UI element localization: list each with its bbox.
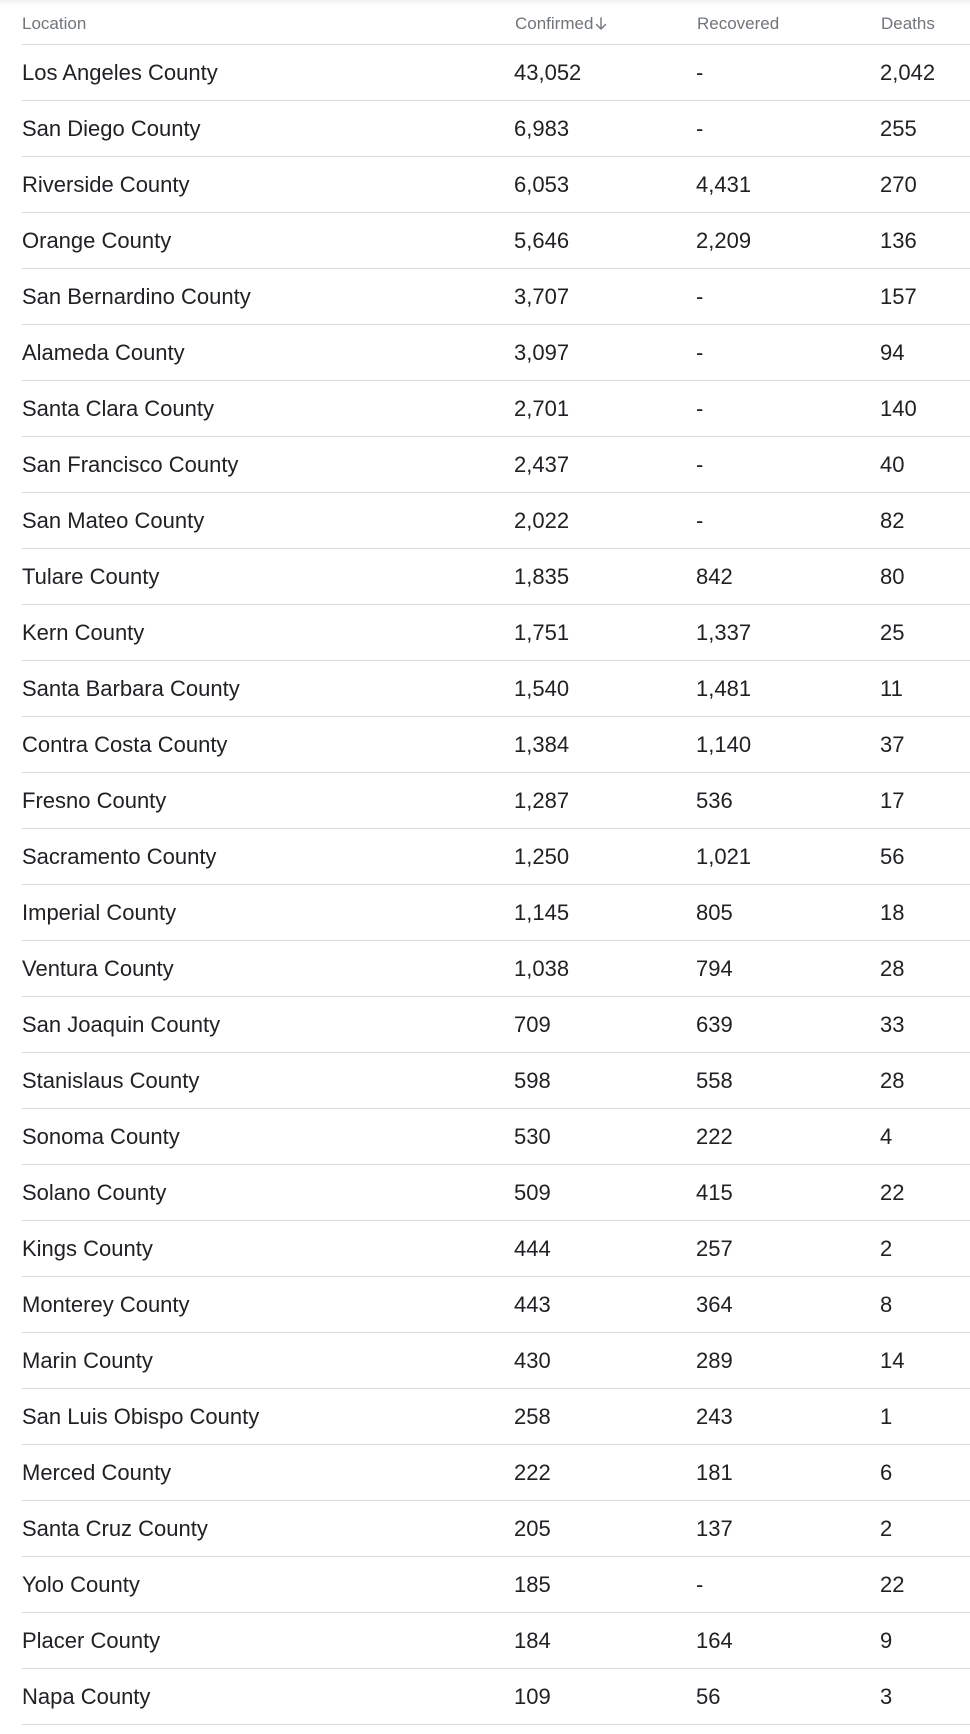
recovered-cell: - [696,59,704,85]
location-cell: Kern County [22,619,145,645]
table-row[interactable] [22,1165,970,1221]
location-cell: Santa Cruz County [22,1515,208,1541]
recovered-cell: - [696,451,704,477]
deaths-cell: 28 [880,955,905,981]
deaths-cell: 18 [880,899,905,925]
confirmed-cell: 1,384 [514,731,570,757]
table-row[interactable] [22,605,970,661]
table-header-row [22,0,970,45]
confirmed-cell: 222 [514,1459,551,1485]
table-row[interactable] [22,101,970,157]
confirmed-cell: 2,022 [514,507,570,533]
confirmed-header-label: Confirmed [515,14,594,33]
location-cell: Napa County [22,1683,151,1709]
table-row[interactable] [22,437,970,493]
confirmed-cell: 3,707 [514,283,570,309]
table-row[interactable] [22,1221,970,1277]
confirmed-cell: 509 [514,1179,551,1205]
table-row[interactable] [22,941,970,997]
recovered-cell: 558 [696,1067,733,1093]
table-row[interactable] [22,661,970,717]
recovered-cell: 1,021 [696,843,752,869]
deaths-cell: 136 [880,227,917,253]
confirmed-column-header[interactable] [515,0,607,46]
confirmed-cell: 109 [514,1683,551,1709]
table-row[interactable] [22,549,970,605]
confirmed-cell: 1,287 [514,787,570,813]
confirmed-cell: 2,701 [514,395,570,421]
recovered-cell: 289 [696,1347,733,1373]
recovered-cell: 794 [696,955,733,981]
confirmed-cell: 258 [514,1403,551,1429]
recovered-cell: 842 [696,563,733,589]
confirmed-cell: 185 [514,1571,551,1597]
table-row[interactable] [22,325,970,381]
recovered-cell: 137 [696,1515,733,1541]
deaths-cell: 22 [880,1179,905,1205]
table-row[interactable] [22,213,970,269]
location-cell: Marin County [22,1347,153,1373]
deaths-cell: 14 [880,1347,905,1373]
location-cell: Monterey County [22,1291,190,1317]
deaths-cell: 2 [880,1235,893,1261]
confirmed-cell: 1,751 [514,619,570,645]
confirmed-cell: 444 [514,1235,551,1261]
location-cell: Sonoma County [22,1123,180,1149]
recovered-cell: 639 [696,1011,733,1037]
recovered-cell: 805 [696,899,733,925]
table-row[interactable] [22,381,970,437]
location-cell: Orange County [22,227,172,253]
recovered-cell: 243 [696,1403,733,1429]
deaths-cell: 9 [880,1627,893,1653]
deaths-cell: 3 [880,1683,893,1709]
recovered-cell: 2,209 [696,227,752,253]
confirmed-cell: 709 [514,1011,551,1037]
table-body [22,45,970,1725]
deaths-cell: 33 [880,1011,905,1037]
deaths-cell: 40 [880,451,905,477]
confirmed-cell: 430 [514,1347,551,1373]
location-cell: Stanislaus County [22,1067,200,1093]
location-cell: San Diego County [22,115,201,141]
recovered-cell: 4,431 [696,171,752,197]
recovered-cell: - [696,395,704,421]
location-cell: Yolo County [22,1571,140,1597]
table-row[interactable] [22,885,970,941]
deaths-cell: 28 [880,1067,905,1093]
deaths-cell: 56 [880,843,905,869]
deaths-cell: 2,042 [880,59,936,85]
location-cell: Kings County [22,1235,153,1261]
location-cell: Placer County [22,1627,161,1653]
arrow-down-icon [595,17,607,31]
location-cell: Los Angeles County [22,59,218,85]
table-row[interactable] [22,1053,970,1109]
confirmed-cell: 43,052 [514,59,582,85]
deaths-cell: 82 [880,507,905,533]
confirmed-cell: 1,250 [514,843,570,869]
location-cell: San Joaquin County [22,1011,221,1037]
deaths-cell: 2 [880,1515,893,1541]
location-cell: Solano County [22,1179,167,1205]
deaths-cell: 22 [880,1571,905,1597]
table-row[interactable] [22,1501,970,1557]
location-header-label: Location [22,14,87,33]
deaths-cell: 17 [880,787,905,813]
confirmed-cell: 598 [514,1067,551,1093]
county-cases-table [22,0,970,1725]
recovered-cell: 1,481 [696,675,752,701]
location-cell: Santa Clara County [22,395,214,421]
location-column-header[interactable] [22,0,86,46]
deaths-cell: 37 [880,731,905,757]
recovered-cell: - [696,339,704,365]
table-row[interactable] [22,1445,970,1501]
confirmed-cell: 1,835 [514,563,570,589]
location-cell: Ventura County [22,955,174,981]
table-row[interactable] [22,997,970,1053]
deaths-cell: 157 [880,283,917,309]
deaths-cell: 11 [880,675,903,701]
table-row[interactable] [22,1277,970,1333]
recovered-cell: 415 [696,1179,733,1205]
table-row[interactable] [22,1613,970,1669]
recovered-cell: 257 [696,1235,733,1261]
location-cell: Tulare County [22,563,160,589]
recovered-cell: - [696,507,704,533]
confirmed-cell: 1,145 [514,899,570,925]
deaths-cell: 94 [880,339,905,365]
location-cell: Imperial County [22,899,177,925]
recovered-cell: 222 [696,1123,733,1149]
confirmed-cell: 443 [514,1291,551,1317]
confirmed-cell: 184 [514,1627,551,1653]
deaths-cell: 255 [880,115,917,141]
location-cell: San Francisco County [22,451,239,477]
table-row[interactable] [22,829,970,885]
recovered-cell: - [696,1571,704,1597]
deaths-header-label: Deaths [881,14,935,33]
deaths-cell: 8 [880,1291,893,1317]
recovered-cell: 181 [696,1459,733,1485]
deaths-cell: 80 [880,563,905,589]
confirmed-cell: 2,437 [514,451,570,477]
table-row[interactable] [22,157,970,213]
location-cell: Contra Costa County [22,731,228,757]
recovered-cell: 364 [696,1291,733,1317]
recovered-cell: - [696,115,704,141]
location-cell: Fresno County [22,787,167,813]
confirmed-cell: 1,540 [514,675,570,701]
table-row[interactable] [22,773,970,829]
confirmed-cell: 3,097 [514,339,570,365]
deaths-cell: 270 [880,171,917,197]
confirmed-cell: 6,983 [514,115,570,141]
table-row[interactable] [22,1669,970,1725]
location-cell: Merced County [22,1459,172,1485]
deaths-cell: 6 [880,1459,893,1485]
table-row[interactable] [22,45,970,101]
location-cell: San Bernardino County [22,283,251,309]
deaths-cell: 4 [880,1123,893,1149]
recovered-cell: 536 [696,787,733,813]
table-row[interactable] [22,717,970,773]
deaths-cell: 25 [880,619,905,645]
recovered-column-header[interactable] [697,0,779,46]
table-row[interactable] [22,1389,970,1445]
confirmed-cell: 6,053 [514,171,570,197]
recovered-cell: 56 [696,1683,721,1709]
confirmed-cell: 530 [514,1123,551,1149]
recovered-cell: 1,140 [696,731,752,757]
table-row[interactable] [22,269,970,325]
location-cell: Sacramento County [22,843,217,869]
confirmed-cell: 1,038 [514,955,570,981]
deaths-cell: 1 [880,1403,893,1429]
deaths-column-header[interactable] [881,0,935,46]
recovered-cell: 164 [696,1627,733,1653]
recovered-cell: - [696,283,704,309]
confirmed-cell: 205 [514,1515,551,1541]
table-row[interactable] [22,1333,970,1389]
table-row[interactable] [22,1109,970,1165]
location-cell: San Mateo County [22,507,205,533]
table-row[interactable] [22,1557,970,1613]
location-cell: Riverside County [22,171,190,197]
recovered-cell: 1,337 [696,619,752,645]
location-cell: Alameda County [22,339,185,365]
recovered-header-label: Recovered [697,14,780,33]
table-row[interactable] [22,493,970,549]
location-cell: Santa Barbara County [22,675,240,701]
confirmed-cell: 5,646 [514,227,570,253]
deaths-cell: 140 [880,395,917,421]
location-cell: San Luis Obispo County [22,1403,260,1429]
